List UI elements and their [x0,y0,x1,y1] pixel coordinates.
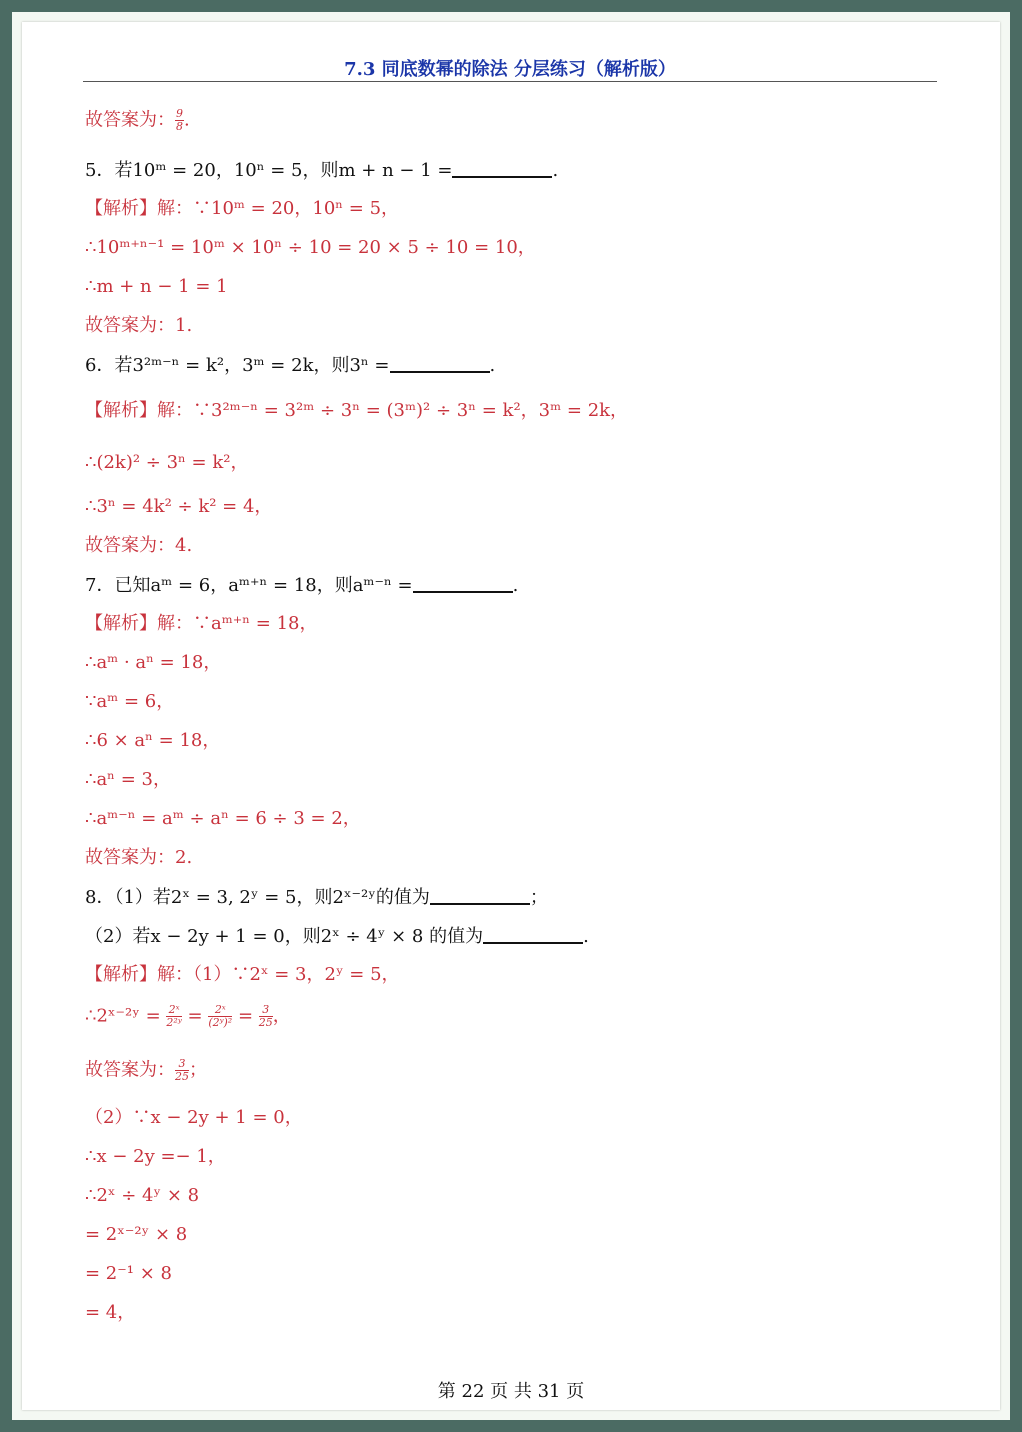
fraction [208,1004,232,1029]
punct: . [583,926,589,947]
punct: . [552,160,559,181]
answer-blank[interactable] [452,158,552,178]
solution-line: ∴aᵐ · aⁿ = 18， [85,652,222,673]
question-7 [85,573,518,598]
solution-line: = 2ˣ⁻²ʸ × 8 [85,1224,188,1245]
answer-line: 故答案为：2. [85,847,193,868]
equals-sign: = [187,1005,203,1027]
question-text: 8．（1）若2ˣ = 3, 2ʸ = 5，则2ˣ⁻²ʸ的值为 [85,887,430,908]
page-footer: 第 22 页 共 31 页 [437,1381,585,1402]
solution-line: （2）∵x − 2y + 1 = 0， [85,1107,303,1128]
equals-sign: = [237,1005,254,1027]
answer-line: 故答案为：1. [85,315,193,336]
solution-line: ∴10ᵐ⁺ⁿ⁻¹ = 10ᵐ × 10ⁿ ÷ 10 = 20 × 5 ÷ 10 = 10， [85,237,536,258]
solution-line: ∴x − 2y =− 1， [85,1146,226,1167]
fraction-denominator: 8 [176,120,183,133]
question-8-part-1 [85,885,548,910]
solution-line: 【解析】解：∵aᵐ⁺ⁿ = 18， [85,613,318,634]
solution-line: ∴6 × aⁿ = 18， [85,730,221,751]
fraction-numerator: 9 [176,107,183,120]
solution-line: 【解析】解：∵3²ᵐ⁻ⁿ = 3²ᵐ ÷ 3ⁿ = (3ᵐ)² ÷ 3ⁿ = k²，3ᵐ = 2k， [85,400,629,421]
answer-blank[interactable] [483,924,583,944]
punct: . [489,355,496,376]
expression: ∴2ˣ⁻²ʸ = [85,1005,161,1027]
fraction-denominator: 2²ʸ [166,1016,182,1029]
fraction [259,1004,273,1029]
question-5 [85,158,558,183]
solution-line: 【解析】解：∵10ᵐ = 20，10ⁿ = 5， [85,198,400,219]
answer-label: 故答案为： [85,109,175,131]
solution-line: ∴2ˣ ÷ 4ʸ × 8 [85,1185,200,1206]
answer-blank[interactable] [430,885,530,905]
punct: ； [529,887,548,908]
punct: . [184,109,190,131]
solution-line: 【解析】解：（1）∵2ˣ = 3，2ʸ = 5， [85,964,400,985]
fraction-denominator: 25 [258,1016,273,1029]
fraction [175,1058,189,1083]
fraction-numerator: 2ˣ [208,1004,232,1017]
answer-label: 故答案为： [85,1059,175,1081]
answer-line [85,108,190,133]
fraction-denominator: 25 [175,1070,189,1083]
solution-line: = 2⁻¹ × 8 [85,1263,172,1284]
answer-line [85,1058,207,1083]
paper [22,22,1000,1410]
question-text: 7．已知aᵐ = 6，aᵐ⁺ⁿ = 18，则aᵐ⁻ⁿ = [85,575,413,596]
question-text: 5．若10ᵐ = 20，10ⁿ = 5，则m + n − 1 = [85,160,453,181]
solution-line: ∴m + n − 1 = 1 [85,276,228,297]
solution-line: ∴aᵐ⁻ⁿ = aᵐ ÷ aⁿ = 6 ÷ 3 = 2， [85,808,361,829]
question-text: 6．若3²ᵐ⁻ⁿ = k²，3ᵐ = 2k，则3ⁿ = [85,355,390,376]
solution-line: ∴3ⁿ = 4k² ÷ k² = 4， [85,496,273,517]
fraction [175,108,184,133]
fraction-numerator: 3 [175,1058,189,1071]
question-8-part-2 [85,924,589,949]
page-frame [12,12,1010,1420]
header-rule [83,81,937,82]
solution-line: ∵aᵐ = 6， [85,691,175,712]
fraction [166,1004,181,1029]
solution-line-fractions [85,1004,291,1029]
solution-line: ∴(2k)² ÷ 3ⁿ = k²， [85,452,249,473]
fraction-denominator: (2ʸ)² [208,1016,233,1029]
question-6 [85,353,495,378]
punct: ， [272,1005,291,1027]
solution-line: ∴aⁿ = 3， [85,769,171,790]
question-text: （2）若x − 2y + 1 = 0，则2ˣ ÷ 4ʸ × 8 的值为 [85,926,484,947]
fraction-numerator: 3 [259,1004,273,1017]
punct: . [512,575,519,596]
solution-line: = 4， [85,1302,136,1323]
answer-line: 故答案为：4. [85,535,193,556]
answer-blank[interactable] [390,353,490,373]
page-header-title: 7.3 同底数幂的除法 分层练习（解析版） [344,59,676,80]
punct: ； [189,1059,207,1081]
answer-blank[interactable] [413,573,513,593]
fraction-numerator: 2ˣ [166,1004,181,1017]
